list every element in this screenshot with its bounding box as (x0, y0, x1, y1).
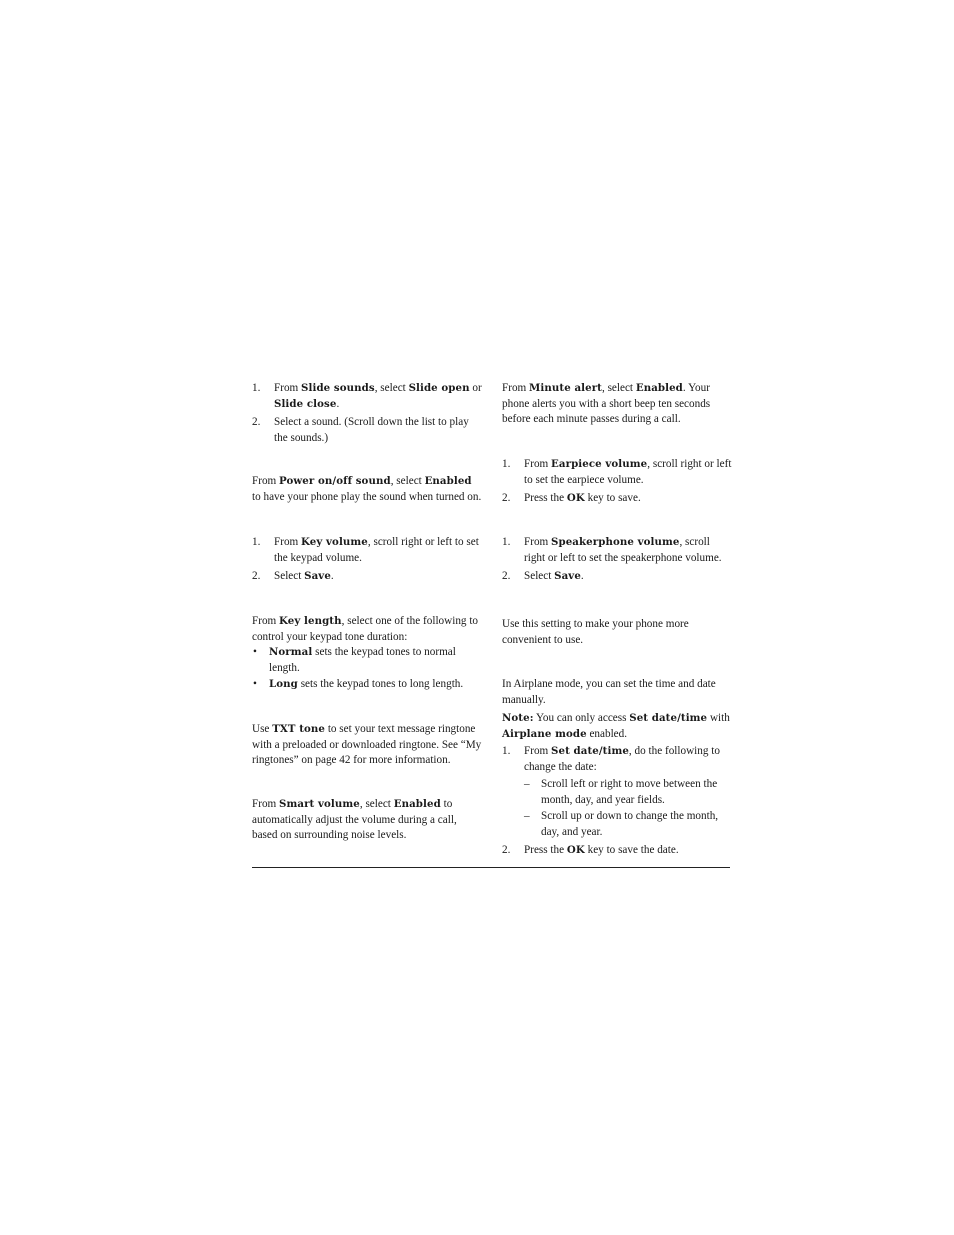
menu-term: OK (566, 844, 585, 856)
menu-term: Set date/time (629, 712, 708, 724)
list-item: – Scroll left or right to move between the month, day, and year fields. (524, 778, 718, 806)
menu-term: Slide open (408, 382, 470, 394)
menu-term: Set date/time (551, 745, 629, 757)
list-item: • Normal sets the keypad tones to normal length. (253, 646, 456, 674)
list-item: 2. Press the OK key to save the date. (502, 844, 679, 856)
smart-volume-paragraph: From Smart volume, select Enabled to automatically adjust the volume during a call, based on surrounding noise levels. (252, 798, 457, 841)
airplane-paragraph: In Airplane mode, you can set the time and date manually. (502, 678, 716, 706)
menu-term: Slide close (274, 397, 337, 410)
menu-term: OK (566, 492, 585, 504)
menu-term: Power on/off sound (279, 475, 391, 487)
bullet-icon: • (253, 678, 257, 690)
speakerphone-steps (502, 535, 732, 588)
menu-term: Smart volume (279, 798, 360, 810)
menu-term: Key volume (301, 536, 368, 548)
txt-tone-paragraph: Use TXT tone to set your text message ringtone with a preloaded or downloaded ringtone. See “My ringtones” on page 42 for more information. (252, 723, 482, 766)
list-item: 2. Select Save. (502, 570, 584, 582)
list-item: 1. From Speakerphone volume, scroll right or left to set the speakerphone volume. (502, 536, 722, 564)
slide-sounds-steps (252, 381, 482, 449)
key-volume-steps (252, 535, 482, 588)
list-item: 2. Select a sound. (Scroll down the list to play the sounds.) (252, 416, 469, 444)
dash-icon: – (524, 778, 530, 790)
menu-term: Save (554, 570, 581, 582)
menu-term: Enabled (635, 382, 683, 394)
menu-term: TXT tone (272, 723, 326, 735)
convenience-paragraph: Use this setting to make your phone more convenient to use. (502, 618, 689, 646)
menu-term: Slide sounds (301, 382, 375, 394)
menu-term: Airplane mode (502, 727, 587, 740)
power-sound-paragraph: From Power on/off sound, select Enabled to have your phone play the sound when turned on. (252, 475, 482, 503)
key-length-section: From Key length, select one of the following to control your keypad tone duration: • Normal sets the keypad tones to normal length. • Long sets the keypad tones to long length. (252, 614, 482, 694)
list-item: 1. From Set date/time, do the following to change the date: – Scroll left or right to move between the month, day, and year fields. – Scroll up or down to change the month, day, and year. (502, 744, 732, 840)
menu-term: Enabled (393, 798, 441, 810)
list-item: 1. From Key volume, scroll right or left to set the keypad volume. (252, 536, 479, 564)
list-item: 2. Press the OK key to save. (502, 492, 641, 504)
menu-term: Minute alert (529, 382, 602, 394)
menu-term: Long (269, 678, 298, 690)
minute-alert-paragraph: From Minute alert, select Enabled. Your phone alerts you with a short beep ten seconds before each minute passes during a call. (502, 382, 711, 425)
note-paragraph: Note: You can only access Set date/time with Airplane mode enabled. (502, 712, 730, 740)
menu-term: Speakerphone volume (551, 536, 680, 548)
list-item: 1. From Slide sounds, select Slide open or Slide close. (252, 382, 482, 410)
list-item: – Scroll up or down to change the month, day, and year. (524, 810, 719, 838)
menu-term: Key length (279, 615, 342, 627)
dash-icon: – (524, 810, 530, 822)
menu-term: Normal (269, 646, 313, 658)
date-steps (502, 744, 732, 862)
menu-term: Earpiece volume (551, 458, 648, 470)
earpiece-steps (502, 457, 732, 510)
footer-rule (252, 867, 730, 868)
list-item: • Long sets the keypad tones to long length. (252, 677, 482, 693)
list-item: 2. Select Save. (252, 570, 334, 582)
bullet-icon: • (253, 646, 257, 658)
menu-term: Save (304, 570, 331, 582)
note-label: Note: (502, 712, 534, 724)
list-item: 1. From Earpiece volume, scroll right or left to set the earpiece volume. (502, 458, 732, 486)
menu-term: Enabled (424, 475, 472, 487)
